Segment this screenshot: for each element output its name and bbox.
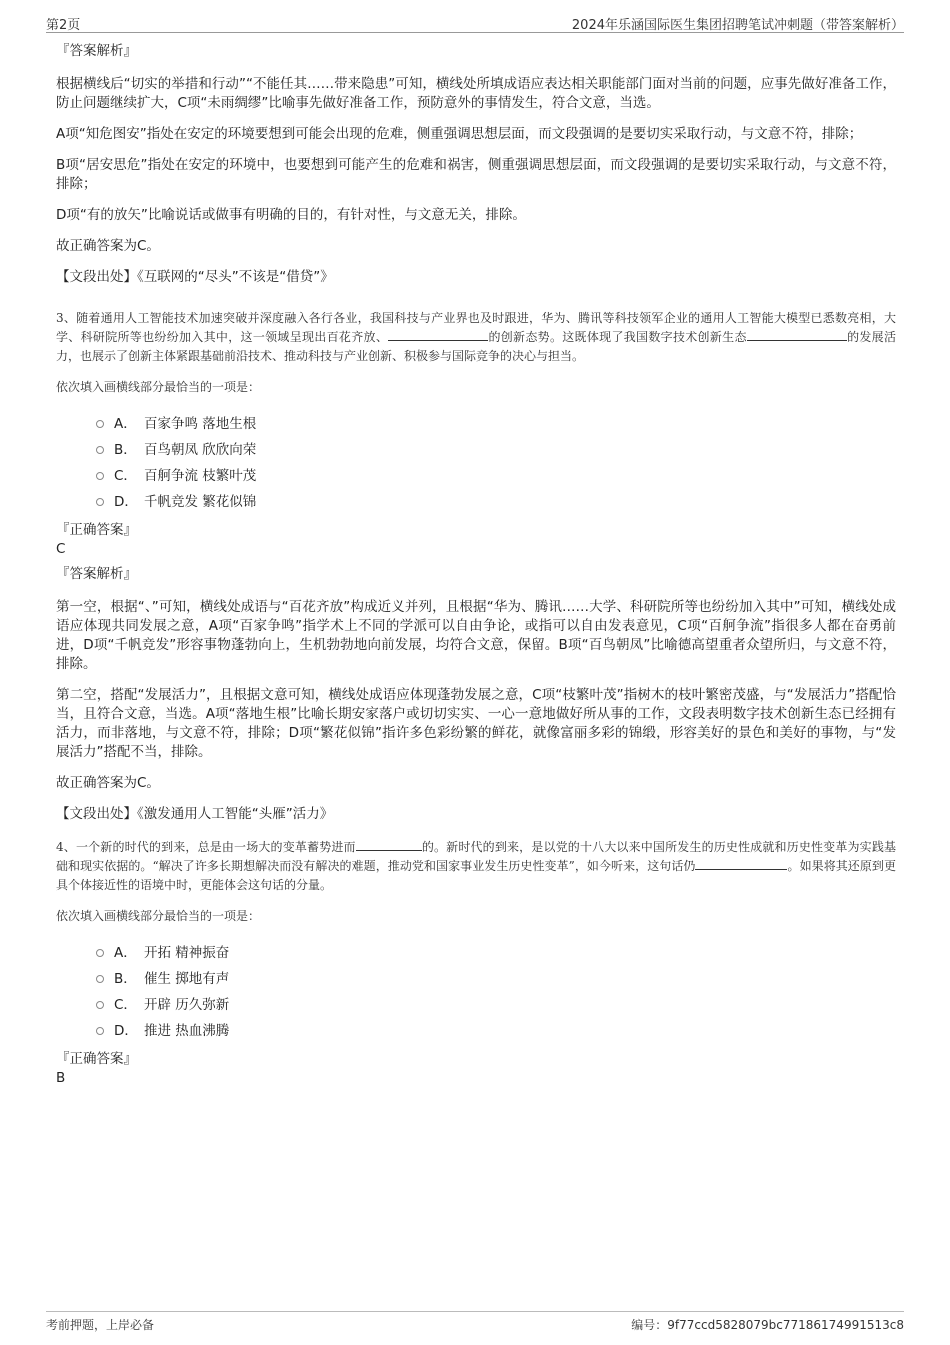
radio-icon[interactable] [96,1001,104,1009]
fill-blank [388,328,488,341]
correct-answer-label: 『正确答案』 [56,1051,137,1067]
analysis-paragraph: 第一空，根据“、”可知，横线处成语与“百花齐放”构成近义并列，且根据“华为、腾讯……大学、科研院所等也纷纷加入其中”可知，横线处成语应体现共同发展之意，A项“百家争鸣”指学术上不同的学派可以自由争论，或指可以自由发表意见，C项“百舸争流”指很多人都在奋勇前进，D项“千帆竞发”形容事物蓬勃向上，生机勃勃地向前发展，均符合文意，保留。B项“百鸟朝凤”比喻德高望重者众望所归，与文意不符，排除。 [56,599,896,672]
stem-part: 的发展活力，也展示了创新主体紧跟基础前沿技术、推动科技与产业创新、积极参与国际竞争的决心与担当。 [56,330,896,363]
radio-icon[interactable] [96,949,104,957]
page-header [46,10,904,33]
radio-icon[interactable] [96,420,104,428]
correct-answer-label: 『正确答案』 [56,522,137,538]
page-footer [46,1311,904,1340]
analysis-label: 『答案解析』 [56,566,137,582]
analysis-paragraph: D项“有的放矢”比喻说话或做事有明确的目的，有针对性，与文意无关，排除。 [56,207,526,223]
option-a[interactable]: A． 开拓 精神振奋 [96,940,896,966]
analysis-paragraph: 第二空，搭配“发展活力”，且根据文意可知，横线处成语应体现蓬勃发展之意，C项“枝繁叶茂”指树木的枝叶繁密茂盛，与“发展活力”搭配恰当，且符合文意，当选。A项“落地生根”比喻长期安家落户或切切实实、一心一意地做好所从事的工作，文段表明数字技术创新生态已经拥有活力，而非落地，与文意不符，排除；D项“繁花似锦”指许多色彩纷繁的鲜花，就像富丽多彩的锦缎，形容美好的景色和美好的事物，与“发展活力”搭配不当，排除。 [56,687,896,760]
fill-blank [356,838,422,851]
option-d[interactable]: D． 推进 热血沸腾 [96,1018,896,1044]
stem-part: 的创新态势。这既体现了我国数字技术创新生态 [488,330,747,344]
fill-blank [695,857,787,870]
option-d[interactable]: D． 千帆竞发 繁花似锦 [96,489,896,515]
option-list [96,940,896,1044]
stem-part: 。如果将其还原到更具个体接近性的语境中时，更能体会这句话的分量。 [56,859,896,892]
page-content [56,42,896,1088]
option-b[interactable]: B． 催生 掷地有声 [96,966,896,992]
analysis-paragraph: A项“知危图安”指处在安定的环境要想到可能会出现的危难，侧重强调思想层面，而文段强调的是要切实采取行动，与文意不符，排除； [56,126,863,142]
radio-icon[interactable] [96,446,104,454]
question-stem [56,838,896,895]
fill-blank [747,328,847,341]
stem-part: 的。新时代的到来，是以党的十八大以来中国所发生的历史性成就和历史性变革为实践基础和现实依据的。“解决了许多长期想解决而没有解决的难题，推动党和国家事业发生历史性变革”，如今听来，这句话仍 [56,840,896,873]
correct-answer: C [56,541,66,557]
radio-icon[interactable] [96,1027,104,1035]
source-citation: 【文段出处】《互联网的“尽头”不该是“借贷”》 [56,269,334,285]
option-list [96,411,896,515]
analysis-label: 『答案解析』 [56,43,137,59]
answer-conclusion: 故正确答案为C。 [56,238,160,254]
stem-part: 3、随着通用人工智能技术加速突破并深度融入各行各业，我国科技与产业界也及时跟进，华为、腾讯等科技领军企业的通用人工智能大模型已悉数亮相，大学、科研院所等也纷纷加入其中，这一领域呈现出百花齐放、 [56,311,896,344]
question-prompt: 依次填入画横线部分最恰当的一项是： [56,909,261,923]
document-id: 编号：9f77ccd5828079bc77186174991513c8 [631,1318,904,1332]
analysis-paragraph: B项“居安思危”指处在安定的环境中，也要想到可能产生的危难和祸害，侧重强调思想层面，而文段强调的是要切实采取行动，与文意不符，排除； [56,157,896,192]
answer-conclusion: 故正确答案为C。 [56,775,160,791]
radio-icon[interactable] [96,472,104,480]
analysis-paragraph: 根据横线后“切实的举措和行动”“不能任其……带来隐患”可知，横线处所填成语应表达相关职能部门面对当前的问题，应事先做好准备工作，防止问题继续扩大，C项“未雨绸缪”比喻事先做好准备工作，预防意外的事情发生，符合文意，当选。 [56,76,896,111]
footer-slogan: 考前押题，上岸必备 [46,1318,155,1332]
radio-icon[interactable] [96,498,104,506]
option-c[interactable]: C． 开辟 历久弥新 [96,992,896,1018]
option-c[interactable]: C． 百舸争流 枝繁叶茂 [96,463,896,489]
stem-part: 4、一个新的时代的到来，总是由一场大的变革蓄势进而 [56,840,356,854]
document-title: 2024年乐涵国际医生集团招聘笔试冲刺题（带答案解析） [571,18,904,33]
question-stem [56,309,896,366]
radio-icon[interactable] [96,975,104,983]
correct-answer: B [56,1070,66,1086]
option-a[interactable]: A． 百家争鸣 落地生根 [96,411,896,437]
option-b[interactable]: B． 百鸟朝凤 欣欣向荣 [96,437,896,463]
page-number: 第2页 [46,18,81,33]
question-prompt: 依次填入画横线部分最恰当的一项是： [56,380,261,394]
source-citation: 【文段出处】《激发通用人工智能“头雁”活力》 [56,806,334,822]
